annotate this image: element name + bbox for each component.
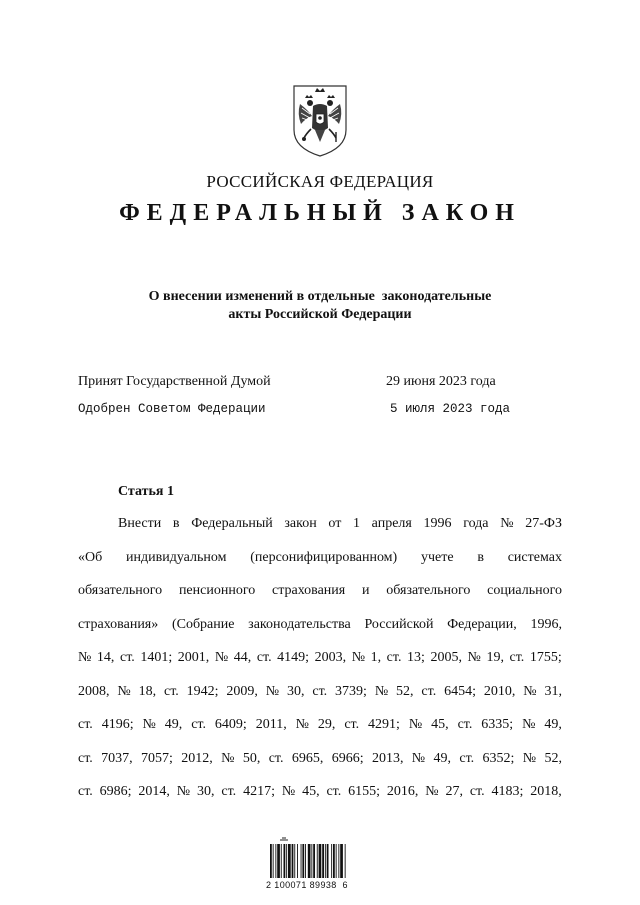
subject-line-2: акты Российской Федерации <box>228 307 412 322</box>
barcode-bar <box>273 844 274 878</box>
article-text-line: обязательного пенсионного страхования и обязательного социального <box>78 583 562 598</box>
barcode-bar <box>284 844 286 878</box>
barcode-bar <box>301 844 302 878</box>
barcode-bar <box>345 844 346 878</box>
barcode-bar <box>288 844 291 878</box>
barcode-bar <box>305 844 306 878</box>
barcode-bar <box>317 844 318 878</box>
barcode-bar <box>311 844 312 878</box>
barcode-bar <box>294 844 295 878</box>
barcode-bar <box>292 844 294 878</box>
barcode-bar <box>338 844 339 878</box>
barcode-bar <box>308 844 311 878</box>
barcode-bar <box>286 844 287 878</box>
article-text-line: 2008, № 18, ст. 1942; 2009, № 30, ст. 3739; № 52, ст. 6454; 2010, № 31, <box>78 683 562 699</box>
barcode-bar <box>302 844 304 878</box>
barcode-bar <box>340 844 343 878</box>
barcode-bar <box>277 844 280 878</box>
duma-adoption-date: 29 июня 2023 года <box>386 374 496 389</box>
council-approval-label: Одобрен Советом Федерации <box>78 402 266 416</box>
barcode-bar <box>325 844 326 878</box>
country-name: РОССИЙСКАЯ ФЕДЕРАЦИЯ <box>206 172 434 191</box>
coat-of-arms-emblem-icon <box>288 82 352 158</box>
council-approval-date: 5 июля 2023 года <box>390 402 511 416</box>
law-subject-title <box>0 288 640 324</box>
barcode-bar <box>322 844 324 878</box>
article-text-line: ст. 7037, 7057; 2012, № 50, ст. 6965, 6966; 2013, № 49, ст. 6352; № 52, <box>78 750 562 766</box>
article-text-line: страхования» (Собрание законодательства Российской Федерации, 1996, <box>78 616 562 632</box>
barcode-icon <box>266 836 376 880</box>
article-heading: Статья 1 <box>118 484 174 499</box>
document-type-title: ФЕДЕРАЛЬНЫЙ ЗАКОН <box>119 200 521 226</box>
barcode-bar <box>331 844 332 878</box>
barcode-bar <box>319 844 322 878</box>
article-text-line: ст. 4196; № 49, ст. 6409; 2011, № 29, ст. 4291; № 45, ст. 6335; № 49, <box>78 717 562 732</box>
article-text-line: № 14, ст. 1401; 2001, № 44, ст. 4149; 2003, № 1, ст. 13; 2005, № 19, ст. 1755; <box>78 650 562 665</box>
subject-line-1: О внесении изменений в отдельные законодательные <box>148 289 492 304</box>
barcode-bar <box>313 844 315 878</box>
barcode-bar <box>333 844 335 878</box>
barcode-digits: 2 100071 89938 6 <box>266 880 348 890</box>
article-text-line: «Об индивидуальном (персонифицированном) учете в системах <box>78 549 562 565</box>
duma-adoption-label: Принят Государственной Думой <box>78 374 271 389</box>
barcode-bar <box>270 844 272 878</box>
barcode-bar <box>336 844 337 878</box>
article-text-line: ст. 6986; 2014, № 30, ст. 4217; № 45, ст. 6155; 2016, № 27, ст. 4183; 2018, <box>78 784 562 799</box>
article-body <box>78 512 562 814</box>
document-barcode <box>266 836 376 896</box>
barcode-bar <box>327 844 329 878</box>
barcode-bar <box>281 844 282 878</box>
barcode-bar <box>275 844 276 878</box>
barcode-bar <box>297 844 298 878</box>
article-text-line: Внести в Федеральный закон от 1 апреля 1996 года № 27-ФЗ <box>118 516 562 531</box>
